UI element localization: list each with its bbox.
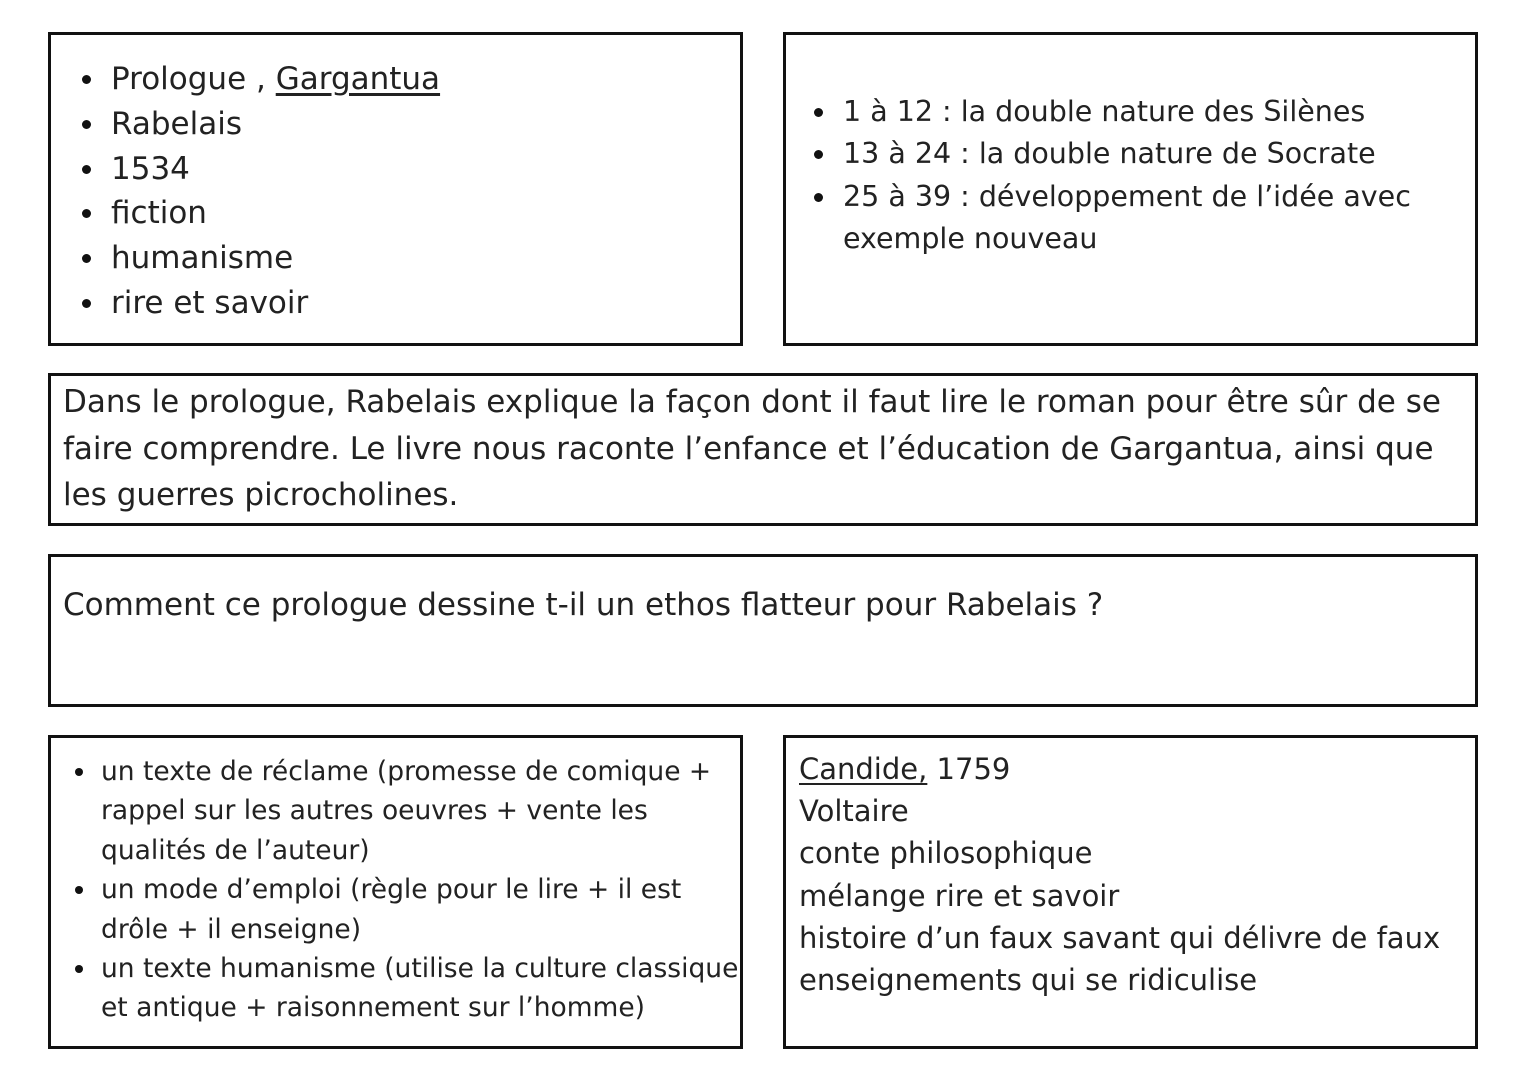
list-item: 13 à 24 : la double nature de Socrate [810,133,1430,175]
problem-question-text: Comment ce prologue dessine t-il un ethos flatteur pour Rabelais ? [63,587,1104,623]
list-item-author: Rabelais [79,102,440,147]
comparison-description: histoire d’un faux savant qui délivre de faux enseignements qui se ridiculise [799,920,1441,998]
comparison-theme: mélange rire et savoir [799,878,1120,913]
list-item: un texte de réclame (promesse de comique + rappel sur les autres oeuvres + vente les qualités de l’auteur) [71,752,743,870]
analysis-list [71,752,743,1028]
comparison-author: Voltaire [799,794,909,829]
list-item-movement: humanisme [79,236,440,281]
comparison-work-box [783,735,1478,1049]
list-item-theme: rire et savoir [79,281,440,326]
work-title: Gargantua [275,61,441,97]
list-item-year: 1534 [79,147,440,192]
work-info-box [48,32,743,346]
list-item: 25 à 39 : développement de l’idée avec exemple nouveau [810,176,1430,261]
structure-list [810,91,1430,260]
comparison-title: Candide, [799,752,928,786]
list-item: un mode d’emploi (règle pour le lire + il est drôle + il enseigne) [71,870,743,949]
list-item: 1 à 12 : la double nature des Silènes [810,91,1430,133]
analysis-box [48,735,743,1049]
comparison-title-line [799,748,1469,790]
summary-box [48,373,1478,526]
work-prefix: Prologue , [111,61,276,97]
comparison-genre: conte philosophique [799,836,1093,871]
list-item: un texte humanisme (utilise la culture classique et antique + raisonnement sur l’homme) [71,949,743,1028]
comparison-year: 1759 [927,752,1011,786]
problem-question-box [48,554,1478,707]
summary-text: Dans le prologue, Rabelais explique la façon dont il faut lire le roman pour être sûr de se faire comprendre. Le livre nous raconte l’enfance et l’éducation de Gargantua, ainsi que les guerres picrocholines. [63,384,1441,513]
work-info-list [79,57,440,326]
comparison-lines [799,748,1469,1001]
list-item-work-title [79,57,440,102]
structure-box [783,32,1478,346]
list-item-genre: fiction [79,191,440,236]
